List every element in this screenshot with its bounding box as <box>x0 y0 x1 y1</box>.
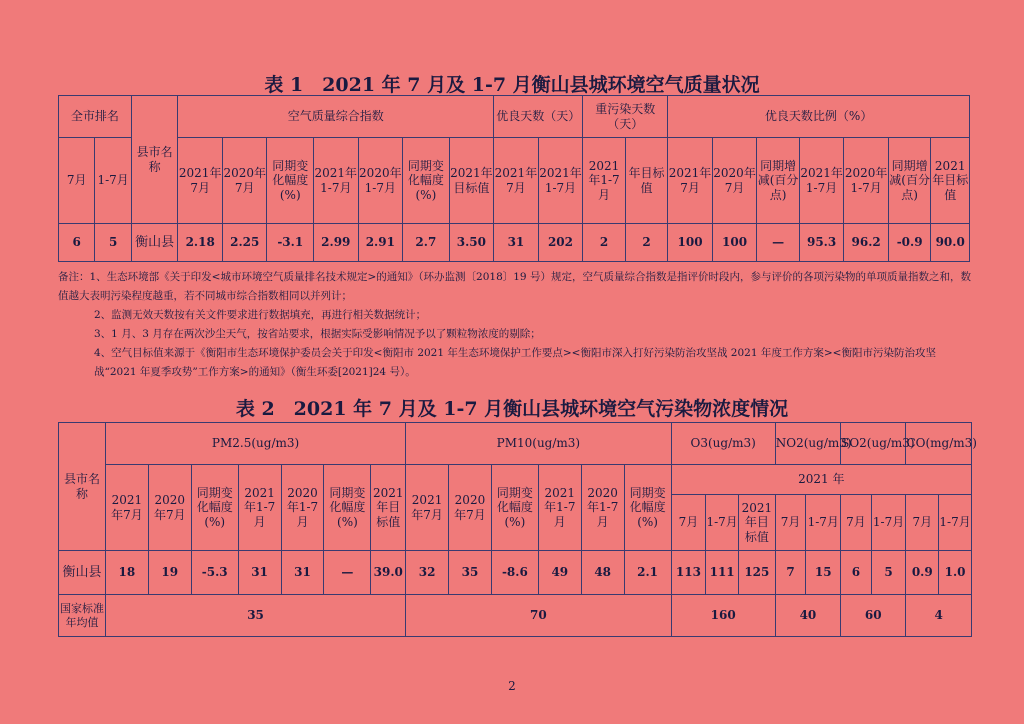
pm10-subheader: 同期变化幅度(%) <box>491 465 538 551</box>
table1-subheader: 2020年1-7月 <box>844 138 889 224</box>
pm25-header: PM2.5(ug/m3) <box>105 423 405 465</box>
table2-value: 48 <box>581 551 624 595</box>
no2-header: NO2(ug/m3) <box>775 423 840 465</box>
table2-value: 19 <box>148 551 191 595</box>
page-number: 2 <box>508 679 516 693</box>
table1-subheader: 同期变化幅度(%) <box>267 138 314 224</box>
pm25-subheader: 2021年7月 <box>105 465 148 551</box>
pm25-subheader: 2020年1-7月 <box>281 465 324 551</box>
pm10-subheader: 2020年7月 <box>449 465 492 551</box>
table1-value: 2.91 <box>358 224 403 262</box>
table1-subheader: 2020年1-7月 <box>358 138 403 224</box>
table1-subheader: 2021年目标值 <box>449 138 494 224</box>
pollutant-subheader: 1-7月 <box>871 495 906 551</box>
table1-value: 202 <box>538 224 583 262</box>
county-cell: 衡山县 <box>131 224 178 262</box>
table1-subheader: 2021年7月 <box>668 138 713 224</box>
note-1: 备注：1、生态环境部《关于印发<城市环境空气质量排名技术规定>的通知》（环办监测〔2018〕19 号）规定，空气质量综合指数是指评价时段内，参与评价的各项污染物的单项质量指数之和，数值越大表明污染程度越重，若不同城市综合指数相同以并列计； <box>58 271 971 302</box>
std-label: 国家标准年均值 <box>59 595 106 637</box>
table1-value: 100 <box>668 224 713 262</box>
table1-value: 95.3 <box>799 224 844 262</box>
table1-value: — <box>757 224 800 262</box>
table1-subheader: 2021年1-7月 <box>799 138 844 224</box>
so2-header: SO2(ug/m3) <box>841 423 906 465</box>
table2-value: — <box>324 551 371 595</box>
county-cell-2: 衡山县 <box>59 551 106 595</box>
table1-subheader: 同期增减(百分点) <box>757 138 800 224</box>
table2-value: 111 <box>706 551 739 595</box>
year-2021-header: 2021 年 <box>671 465 971 495</box>
table1-value: 100 <box>712 224 757 262</box>
table1-value: 2 <box>625 224 668 262</box>
table2-value: 113 <box>671 551 706 595</box>
rank-7-value: 6 <box>59 224 95 262</box>
table1-title: 表 1 2021 年 7 月及 1-7 月衡山县城环境空气质量状况 <box>264 74 760 96</box>
rank-17-value: 5 <box>95 224 131 262</box>
table2-value: 31 <box>281 551 324 595</box>
table1-subheader: 2020年7月 <box>712 138 757 224</box>
pollutant-subheader: 7月 <box>775 495 806 551</box>
pollutant-subheader: 7月 <box>841 495 872 551</box>
table1-subheader: 同期增减(百分点) <box>888 138 931 224</box>
table1-subheader: 2021年目标值 <box>931 138 970 224</box>
pollutant-subheader: 1-7月 <box>806 495 841 551</box>
table2-value: -8.6 <box>491 551 538 595</box>
table1-subheader: 2021年7月 <box>494 138 539 224</box>
note-4: 4、空气目标值来源于《衡阳市生态环境保护委员会关于印发<衡阳市 2021 年生态环境保护工作要点><衡阳市深入打好污染防治攻坚战 2021 年度工作方案><衡阳市污染防治攻坚战“2021 年夏季攻势”工作方案>的通知》（衡生环委[2021]24 号）。 <box>94 347 936 378</box>
pm25-subheader: 2020年7月 <box>148 465 191 551</box>
county-header: 县市名称 <box>131 96 178 224</box>
pm25-subheader: 2021年1-7月 <box>238 465 281 551</box>
table2-value: 1.0 <box>939 551 972 595</box>
table2-value: -5.3 <box>191 551 238 595</box>
table1-value: 2.25 <box>222 224 267 262</box>
pm25-subheader: 同期变化幅度(%) <box>324 465 371 551</box>
table2-value: 0.9 <box>906 551 939 595</box>
pm10-subheader: 2021年7月 <box>406 465 449 551</box>
table1-value: 96.2 <box>844 224 889 262</box>
table2-value: 125 <box>738 551 775 595</box>
pollutant-subheader: 1-7月 <box>939 495 972 551</box>
table1 <box>58 95 970 262</box>
table1-subheader: 年目标值 <box>625 138 668 224</box>
table1-subheader: 2021年7月 <box>178 138 223 224</box>
table1-value: 2 <box>583 224 626 262</box>
std-pm25: 35 <box>105 595 405 637</box>
table2-value: 18 <box>105 551 148 595</box>
note-2: 2、监测无效天数按有关文件要求进行数据填充，再进行相关数据统计； <box>94 309 427 321</box>
pollutant-subheader: 7月 <box>906 495 939 551</box>
table2-value: 31 <box>238 551 281 595</box>
table2-value: 2.1 <box>624 551 671 595</box>
county-header-2: 县市名称 <box>59 423 106 551</box>
table2-value: 32 <box>406 551 449 595</box>
good-ratio-header: 优良天数比例（%） <box>668 96 970 138</box>
table1-value: -3.1 <box>267 224 314 262</box>
table1-subheader: 2021年1-7月 <box>583 138 626 224</box>
table1-value: 90.0 <box>931 224 970 262</box>
table2-value: 35 <box>449 551 492 595</box>
table1-subheader: 2021年1-7月 <box>314 138 359 224</box>
heavy-days-header: 重污染天数（天） <box>583 96 668 138</box>
table1-value: 2.7 <box>403 224 450 262</box>
aqi-header: 空气质量综合指数 <box>178 96 494 138</box>
rank-header: 全市排名 <box>59 96 132 138</box>
pm25-subheader: 2021年目标值 <box>371 465 406 551</box>
table1-value: 2.18 <box>178 224 223 262</box>
std-pm10: 70 <box>406 595 671 637</box>
table2-value: 39.0 <box>371 551 406 595</box>
table1-subheader: 2021年1-7月 <box>538 138 583 224</box>
pm10-header: PM10(ug/m3) <box>406 423 671 465</box>
pm10-subheader: 2021年1-7月 <box>538 465 581 551</box>
table1-subheader: 2020年7月 <box>222 138 267 224</box>
std-so2: 60 <box>841 595 906 637</box>
table2 <box>58 422 977 637</box>
table2-value: 15 <box>806 551 841 595</box>
table1-value: -0.9 <box>888 224 931 262</box>
co-header: CO(mg/m3) <box>906 423 972 465</box>
rank-7-header: 7月 <box>59 138 95 224</box>
rank-17-header: 1-7月 <box>95 138 131 224</box>
pollutant-subheader: 1-7月 <box>706 495 739 551</box>
table2-value: 7 <box>775 551 806 595</box>
table1-value: 2.99 <box>314 224 359 262</box>
std-co: 4 <box>906 595 972 637</box>
std-o3: 160 <box>671 595 775 637</box>
table2-value: 5 <box>871 551 906 595</box>
table2-value: 6 <box>841 551 872 595</box>
note-3: 3、1 月、3 月存在两次沙尘天气，按省站要求，根据实际受影响情况予以了颗粒物浓度的剔除； <box>94 328 541 340</box>
table2-title: 表 2 2021 年 7 月及 1-7 月衡山县城环境空气污染物浓度情况 <box>235 398 789 420</box>
std-no2: 40 <box>775 595 840 637</box>
table2-value: 49 <box>538 551 581 595</box>
table1-subheader: 同期变化幅度(%) <box>403 138 450 224</box>
table1-value: 31 <box>494 224 539 262</box>
pm10-subheader: 2020年1-7月 <box>581 465 624 551</box>
table1-value: 3.50 <box>449 224 494 262</box>
pm10-subheader: 同期变化幅度(%) <box>624 465 671 551</box>
notes <box>58 268 974 382</box>
pm25-subheader: 同期变化幅度(%) <box>191 465 238 551</box>
o3-header: O3(ug/m3) <box>671 423 775 465</box>
pollutant-subheader: 7月 <box>671 495 706 551</box>
good-days-header: 优良天数（天） <box>494 96 583 138</box>
pollutant-subheader: 2021年目标值 <box>738 495 775 551</box>
